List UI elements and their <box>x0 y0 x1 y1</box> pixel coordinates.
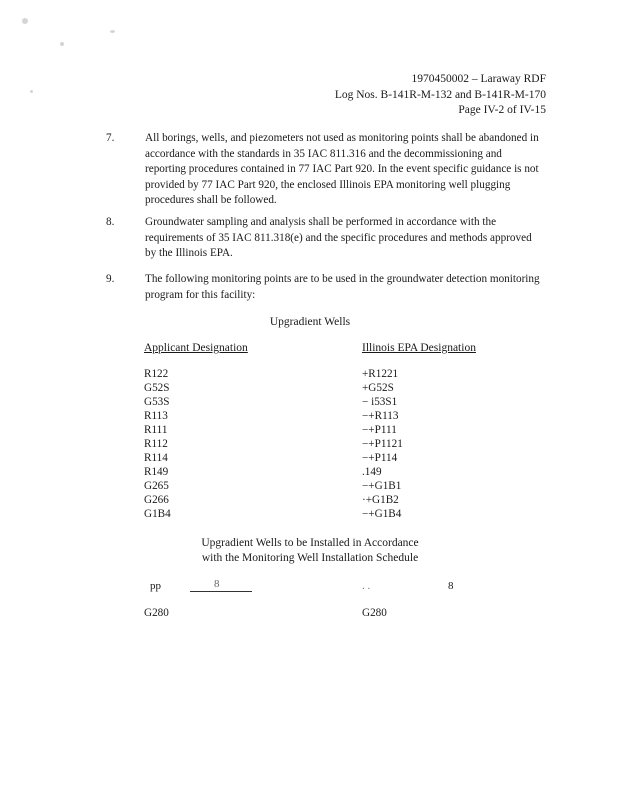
item-number: 7. <box>106 132 115 144</box>
illinois-epa-designation-heading: Illinois EPA Designation <box>362 342 476 354</box>
list-item: G53S <box>144 396 170 408</box>
list-item: R122 <box>144 368 169 380</box>
list-item: −+P111 <box>362 424 397 436</box>
list-item: +R1221 <box>362 368 399 380</box>
list-item: +G52S <box>362 382 394 394</box>
scan-speck <box>110 30 115 33</box>
list-item: R112 <box>144 438 168 450</box>
upgradient-wells-title: Upgradient Wells <box>269 316 351 328</box>
install-schedule-title <box>170 536 450 566</box>
list-item: −+G1B1 <box>362 480 402 492</box>
condition-item-8 <box>106 215 546 263</box>
scan-speck <box>30 90 33 93</box>
list-item: − i53S1 <box>362 396 398 408</box>
condition-item-7 <box>106 131 546 206</box>
faded-underline <box>190 591 252 592</box>
list-item: −+P114 <box>362 452 398 464</box>
faded-text-right: 8 <box>448 580 454 592</box>
list-item: G265 <box>144 480 169 492</box>
scan-speck <box>22 18 28 24</box>
list-item: R114 <box>144 452 168 464</box>
header-page-number: Page IV-2 of IV-15 <box>458 104 546 116</box>
faded-text-left: pp <box>150 580 161 592</box>
list-item: R113 <box>144 410 168 422</box>
applicant-designation-heading: Applicant Designation <box>144 342 248 354</box>
header-doc-id: 1970450002 – Laraway RDF <box>411 73 546 85</box>
header-log-numbers: Log Nos. B-141R-M-132 and B-141R-M-170 <box>334 88 546 101</box>
item-number: 9. <box>106 273 115 285</box>
item-text: The following monitoring points are to be used in the groundwater detection monitoring program for this facility: <box>145 273 540 301</box>
list-item: G1B4 <box>144 508 171 520</box>
list-item: R149 <box>144 466 169 478</box>
list-item: −+G1B4 <box>362 508 402 520</box>
applicant-designation-list <box>144 367 171 521</box>
list-item: −+R113 <box>362 410 399 422</box>
item-text: All borings, wells, and piezometers not used as monitoring points shall be abandoned in accordance with the standards in 35 IAC 811.316 and the decommissioning and reporting procedures contained in 77 IAC Part 920. In the event specific guidance is not provided by 77 IAC Part 920, the enclosed Illinois EPA monitoring well plugging procedures shall be followed. <box>145 132 539 206</box>
illinois-epa-designation-list <box>362 367 403 521</box>
condition-item-9 <box>106 272 546 304</box>
item-text: Groundwater sampling and analysis shall be performed in accordance with the requirements of 35 IAC 811.318(e) and the specific procedures and methods approved by the Illinois EPA. <box>145 216 532 259</box>
install-applicant-value: G280 <box>144 607 169 619</box>
list-item: G266 <box>144 494 169 506</box>
list-item: .149 <box>362 466 382 478</box>
install-title-line-2: with the Monitoring Well Installation Schedule <box>201 552 419 564</box>
item-number: 8. <box>106 216 115 228</box>
scan-speck <box>60 42 64 46</box>
list-item: G52S <box>144 382 170 394</box>
install-title-line-1: Upgradient Wells to be Installed in Accordance <box>201 537 419 549</box>
list-item: ·+G1B2 <box>362 494 399 506</box>
list-item: −+P1121 <box>362 438 403 450</box>
list-item: R111 <box>144 424 168 436</box>
faded-dots: . . <box>362 580 371 592</box>
install-illinois-value: G280 <box>362 607 387 619</box>
faded-text-mid: 8 <box>214 578 220 590</box>
document-header <box>335 72 546 119</box>
